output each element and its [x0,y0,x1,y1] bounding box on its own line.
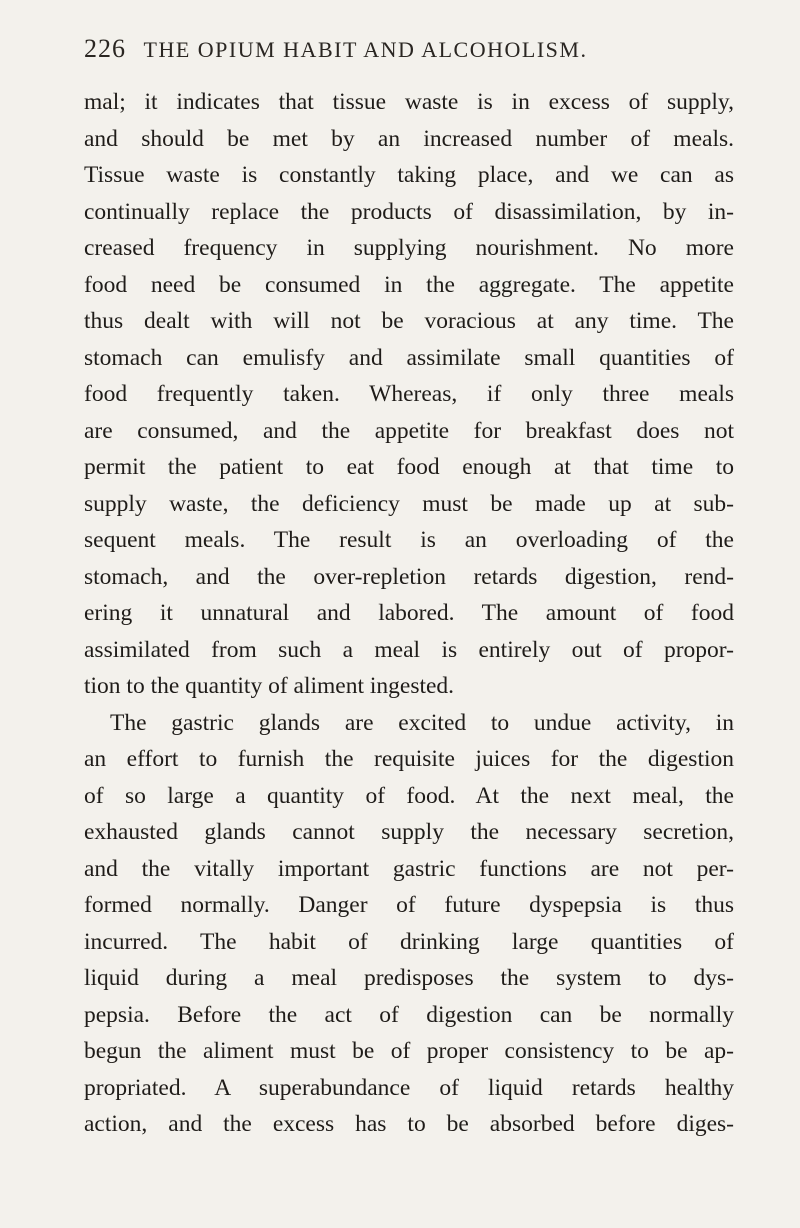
text-line: of so large a quantity of food. At the next meal, the [84,782,734,809]
text-line: liquid during a meal predisposes the system to dys- [84,965,734,991]
text-line: and should be met by an increased number of meals. [84,125,734,152]
text-line: assimilated from such a meal is entirely out of propor- [84,636,734,663]
text-line: begun the aliment must be of proper consistency to be ap- [84,1038,734,1064]
text-line: propriated. A superabundance of liquid retards healthy [84,1074,734,1101]
text-line: Tissue waste is constantly taking place, and we can as [84,162,734,188]
text-line: pepsia. Before the act of digestion can be normally [84,1001,734,1028]
text-line: incurred. The habit of drinking large quantities of [84,928,734,955]
running-head [84,34,734,74]
text-line: thus dealt with will not be voracious at any time. The [84,308,734,334]
text-line: ering it unnatural and labored. The amount of food [84,600,734,626]
text-line: formed normally. Danger of future dyspepsia is thus [84,892,734,918]
text-line: tion to the quantity of aliment ingested. [84,673,455,699]
text-line: stomach can emulisfy and assimilate small quantities of [84,344,734,371]
text-line: sequent meals. The result is an overloading of the [84,527,734,553]
text-line: action, and the excess has to be absorbed before diges- [84,1111,734,1137]
text-line: an effort to furnish the requisite juices for the digestion [84,746,734,772]
text-line: continually replace the products of disassimilation, by in- [84,198,734,225]
body-text [84,84,734,1143]
text-line: food frequently taken. Whereas, if only three meals [84,381,734,407]
text-line: stomach, and the over-repletion retards digestion, rend- [84,563,734,590]
text-line: The gastric glands are excited to undue activity, in [110,709,734,736]
text-line: supply waste, the deficiency must be made up at sub- [84,490,734,517]
text-line: creased frequency in supplying nourishment. No more [84,235,734,261]
text-line: mal; it indicates that tissue waste is in excess of supply, [84,89,734,115]
text-line: permit the patient to eat food enough at that time to [84,454,734,480]
page-number: 226 [84,34,126,63]
text-line: are consumed, and the appetite for breakfast does not [84,417,734,444]
text-line: food need be consumed in the aggregate. The appetite [84,271,734,298]
text-line: and the vitally important gastric functions are not per- [84,855,734,882]
running-title: THE OPIUM HABIT AND ALCOHOLISM. [143,37,588,62]
text-line: exhausted glands cannot supply the necessary secretion, [84,819,734,845]
